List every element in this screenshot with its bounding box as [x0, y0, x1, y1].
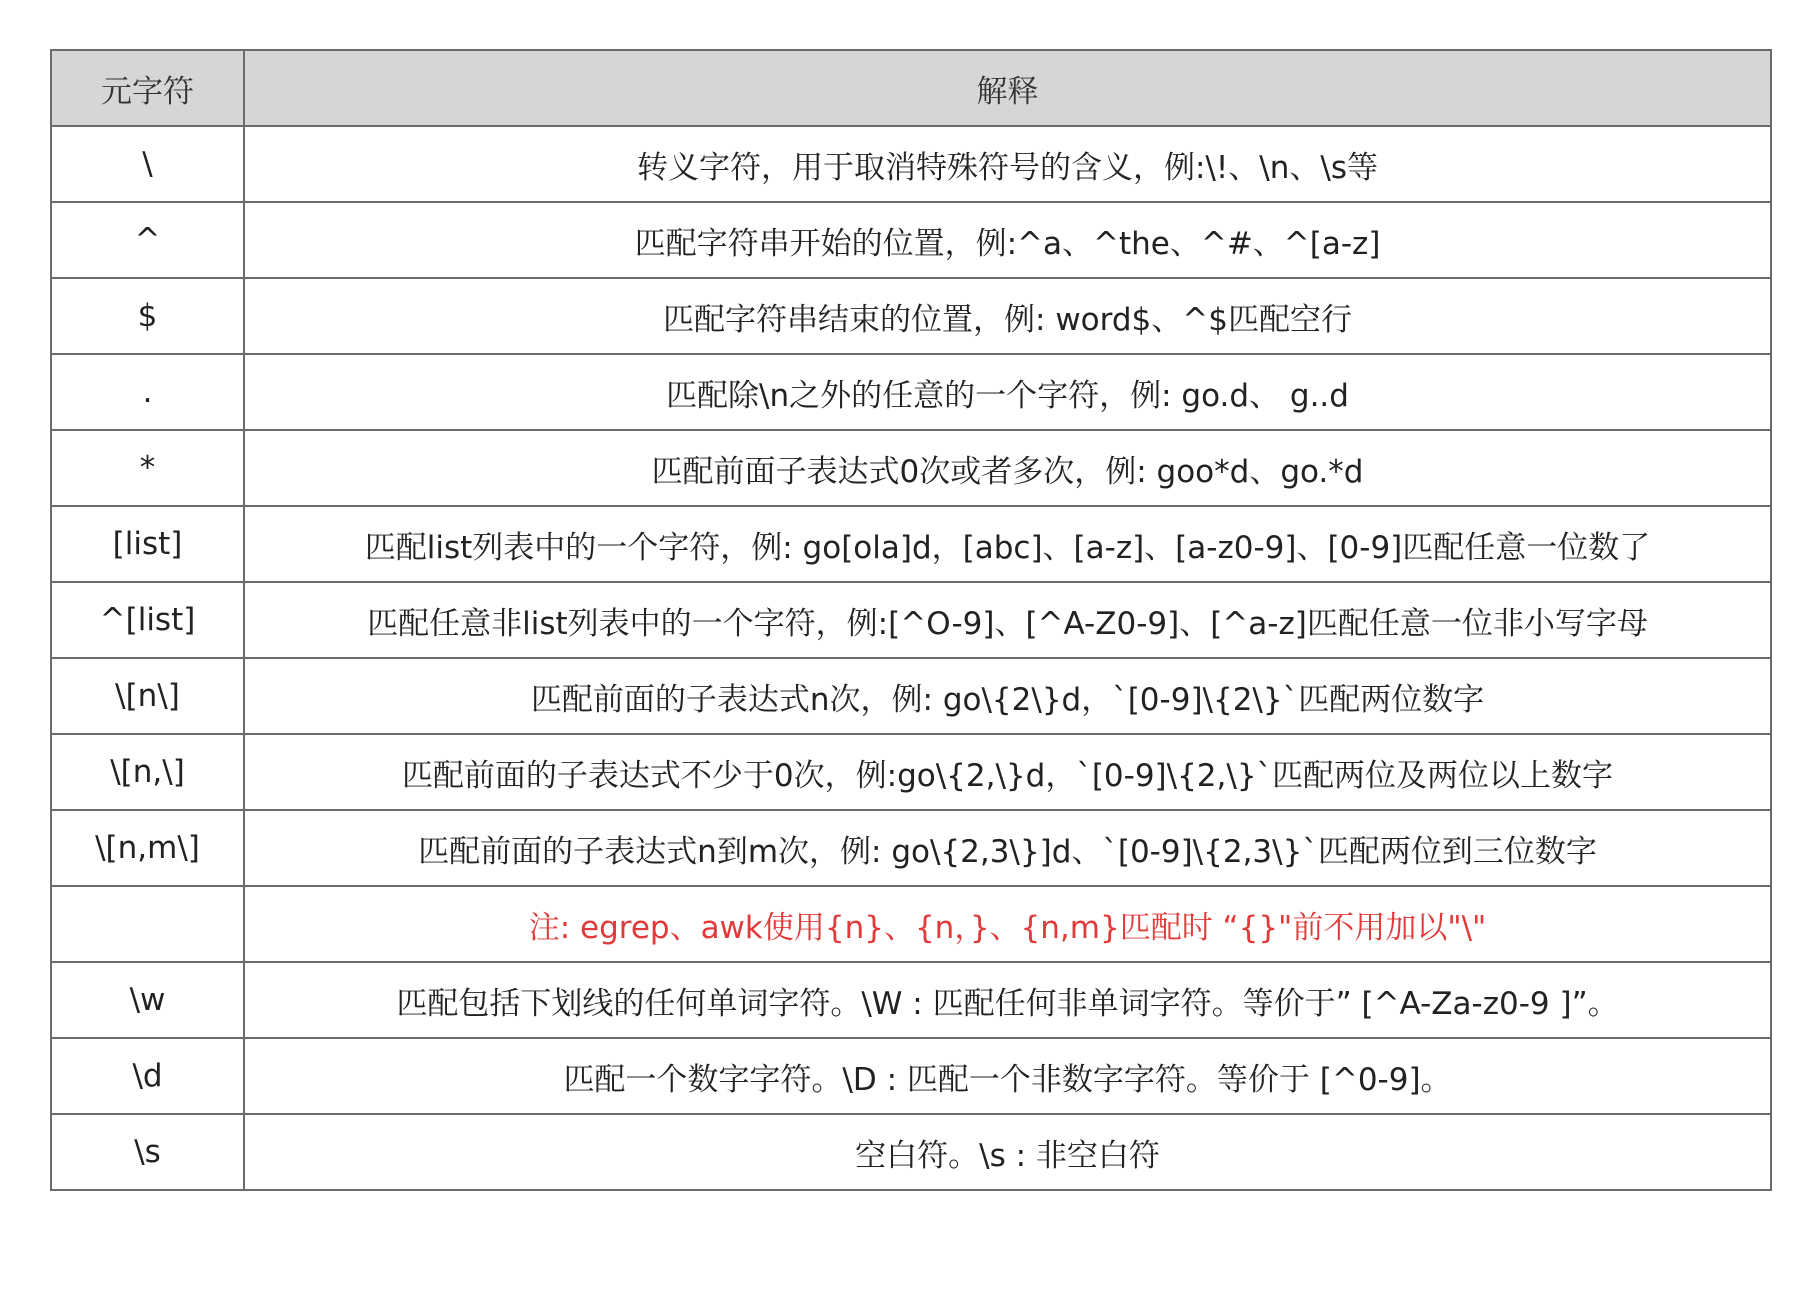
table-row [51, 658, 1771, 734]
table-body [51, 126, 1771, 1190]
table-row [51, 126, 1771, 202]
header-row [51, 50, 1771, 126]
description-cell: 匹配前面的子表达式n到m次，例: go\{2,3\}]d、`[0-9]\{2,3\}`匹配两位到三位数字 [244, 810, 1771, 886]
description-cell: 转义字符，用于取消特殊符号的含义，例:\!、\n、\s等 [244, 126, 1771, 202]
table-row [51, 430, 1771, 506]
table-row [51, 1114, 1771, 1190]
symbol-cell: . [51, 354, 244, 430]
table-row [51, 734, 1771, 810]
description-cell: 匹配一个数字字符。\D : 匹配一个非数字字符。等价于 [^0-9]。 [244, 1038, 1771, 1114]
note-row [51, 886, 1771, 962]
table-row [51, 810, 1771, 886]
regex-metachar-table [50, 49, 1772, 1191]
symbol-cell: \s [51, 1114, 244, 1190]
table-row [51, 962, 1771, 1038]
description-cell: 匹配前面的子表达式n次，例: go\{2\}d，`[0-9]\{2\}`匹配两位数字 [244, 658, 1771, 734]
table-row [51, 1038, 1771, 1114]
symbol-cell: \[n,m\] [51, 810, 244, 886]
symbol-cell: \d [51, 1038, 244, 1114]
description-cell: 匹配字符串开始的位置，例:^a、^the、^#、^[a-z] [244, 202, 1771, 278]
symbol-cell: \[n,\] [51, 734, 244, 810]
description-cell: 匹配任意非list列表中的一个字符，例:[^O-9]、[^A-Z0-9]、[^a-z]匹配任意一位非小写字母 [244, 582, 1771, 658]
symbol-cell: \[n\] [51, 658, 244, 734]
symbol-cell: [list] [51, 506, 244, 582]
table-row [51, 278, 1771, 354]
description-cell: 匹配字符串结束的位置，例: word$、^$匹配空行 [244, 278, 1771, 354]
table-row [51, 582, 1771, 658]
symbol-cell: $ [51, 278, 244, 354]
symbol-cell [51, 886, 244, 962]
table-row [51, 506, 1771, 582]
description-cell: 匹配前面子表达式0次或者多次，例: goo*d、go.*d [244, 430, 1771, 506]
symbol-cell: ^[list] [51, 582, 244, 658]
table-header [51, 50, 1771, 126]
symbol-cell: * [51, 430, 244, 506]
description-cell: 匹配包括下划线的任何单词字符。\W : 匹配任何非单词字符。等价于” [^A-Za-z0-9 ]”。 [244, 962, 1771, 1038]
header-symbol: 元字符 [51, 50, 244, 126]
description-cell: 空白符。\s : 非空白符 [244, 1114, 1771, 1190]
symbol-cell: \ [51, 126, 244, 202]
table-row [51, 202, 1771, 278]
table-row [51, 354, 1771, 430]
header-description: 解释 [244, 50, 1771, 126]
description-cell: 匹配前面的子表达式不少于0次，例:go\{2,\}d，`[0-9]\{2,\}`匹配两位及两位以上数字 [244, 734, 1771, 810]
description-cell: 匹配list列表中的一个字符，例: go[ola]d，[abc]、[a-z]、[a-z0-9]、[0-9]匹配任意一位数了 [244, 506, 1771, 582]
description-cell: 匹配除\n之外的任意的一个字符，例: go.d、 g..d [244, 354, 1771, 430]
note-cell: 注: egrep、awk使用{n}、{n，}、{n,m}匹配时 “{}"前不用加以"\" [244, 886, 1771, 962]
symbol-cell: \w [51, 962, 244, 1038]
symbol-cell: ^ [51, 202, 244, 278]
regex-metachar-table-container [50, 49, 1770, 1191]
